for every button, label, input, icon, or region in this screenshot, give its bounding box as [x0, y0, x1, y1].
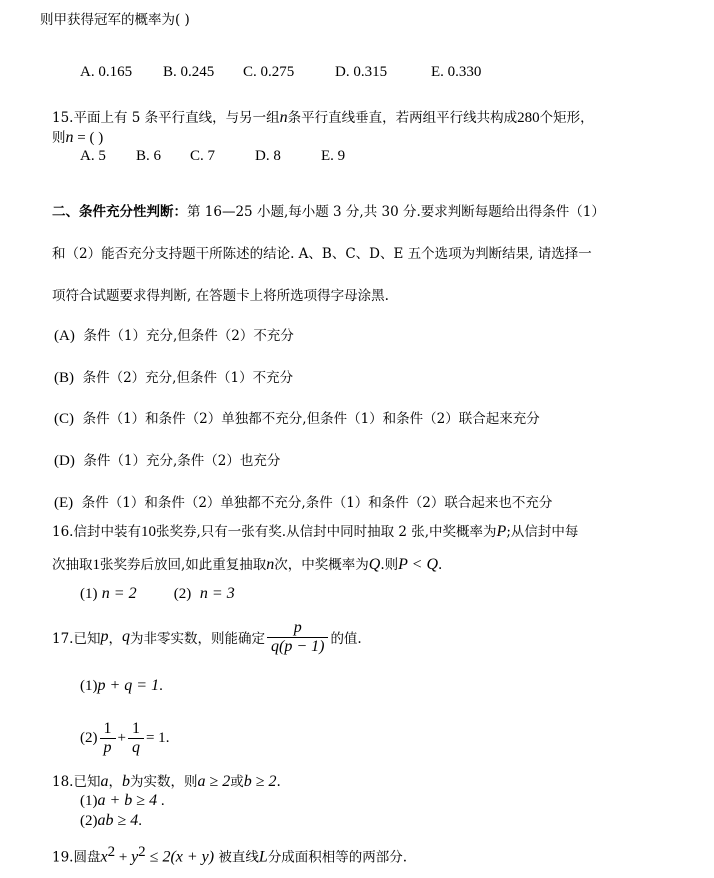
question-15-line1 [52, 106, 594, 127]
condition-label: (2) [80, 729, 98, 746]
var-L: L [258, 848, 268, 866]
option-b: B. 0.245 [163, 64, 215, 80]
fraction-numerator: p [267, 619, 328, 638]
question-17-condition-2 [80, 716, 169, 760]
choice-d [54, 449, 280, 470]
var-a: a [100, 773, 109, 790]
question-16-line1 [52, 520, 578, 541]
choice-label: (A) [54, 328, 75, 344]
text: 18.已知 [52, 774, 101, 790]
section-heading: 二、条件充分性判断： [52, 204, 187, 220]
text: 次抽取 [52, 557, 93, 573]
number: 280 [517, 110, 540, 126]
option-c: C. 0.275 [243, 64, 295, 80]
option-d: D. 8 [255, 148, 281, 164]
choice-e [54, 491, 552, 512]
condition-label: (1) [80, 586, 98, 602]
text: 或 [230, 774, 244, 790]
question-18-stem [52, 770, 281, 791]
choice-text: 条件（2）充分,但条件（1）不充分 [82, 370, 294, 386]
var-y: y [131, 848, 139, 866]
text: 个矩形， [539, 110, 594, 126]
choice-b [54, 366, 293, 387]
fraction-denominator: q [131, 738, 140, 756]
var-b: b [121, 773, 130, 790]
text: 则 [52, 130, 66, 146]
condition-1-expr: p + q = 1 [97, 677, 160, 694]
text: . [159, 678, 163, 694]
choice-text: 条件（1）和条件（2）单独都不充分,但条件（1）和条件（2）联合起来充分 [82, 411, 540, 427]
text: . [165, 729, 170, 746]
condition-label: (1) [80, 678, 98, 694]
question-17-stem [52, 614, 362, 660]
choice-text: 条件（1）充分,条件（2）也充分 [83, 453, 281, 469]
inequality: P < Q [398, 556, 438, 573]
text: 张奖券,只有一张有奖.从信封中同时抽取 2 张,中奖概率为 [155, 524, 497, 540]
text: . [138, 813, 143, 829]
question-15-line2 [52, 126, 103, 147]
var-q: q [121, 628, 130, 645]
var-x: x [100, 848, 108, 866]
option-b: B. 6 [136, 148, 162, 164]
choice-text: 条件（1）和条件（2）单独都不充分,条件（1）和条件（2）联合起来也不充分 [81, 495, 553, 511]
var-n: n [65, 129, 74, 146]
condition-2-expr: ab ≥ 4 [97, 812, 139, 829]
section-2-intro-line2: 和（2）能否充分支持题干所陈述的结论. A、B、C、D、E 五个选项为判断结果, 请选择一 [52, 246, 592, 262]
question-14-stem: 则甲获得冠军的概率为( ) [40, 12, 190, 28]
plus-sign: + [117, 729, 126, 746]
text: ， [108, 631, 122, 647]
number: 10 [140, 524, 156, 540]
text: 分成面积相等的两部分. [267, 849, 408, 866]
question-18-condition-1 [80, 792, 165, 810]
option-a: A. 5 [80, 148, 106, 164]
text: 19.圆盘 [52, 849, 101, 866]
text: 16.信封中装有 [52, 524, 141, 540]
text: ;从信封中每 [506, 524, 579, 540]
question-16-conditions [80, 585, 235, 603]
text: . [438, 557, 443, 573]
exponent: 2 [107, 844, 116, 860]
var-n: n [266, 556, 275, 573]
fraction-denominator: q(p − 1) [270, 637, 325, 655]
condition-1-expr: n = 2 [101, 585, 137, 602]
fraction-p-over-q [267, 619, 328, 656]
choice-label: (D) [54, 453, 75, 469]
question-16-line2 [52, 553, 442, 574]
section-2-intro-line1 [52, 200, 605, 220]
plus-sign: + [115, 849, 132, 866]
question-19-stem [52, 844, 407, 867]
text: 第 16—25 小题,每小题 3 分,共 30 分.要求判断每题给出得条件（1） [187, 204, 605, 220]
text: 为实数，则 [129, 774, 198, 790]
text: 被直线 [218, 849, 259, 866]
text: 次，中奖概率为 [274, 557, 369, 573]
text: .则 [380, 557, 399, 573]
condition-1-expr: a + b ≥ 4 [97, 792, 158, 809]
text: 为非零实数，则能确定 [129, 631, 265, 647]
text: 条平行直线垂直，若两组平行线共构成 [287, 110, 518, 126]
option-a: A. 0.165 [80, 64, 133, 80]
expr-b-ge-2: b ≥ 2 [243, 773, 277, 790]
option-c: C. 7 [190, 148, 216, 164]
text: 张奖券后放回,如此重复抽取 [100, 557, 267, 573]
question-14-options [80, 64, 481, 81]
var-q: Q [368, 556, 381, 573]
choice-text: 条件（1）充分,但条件（2）不充分 [83, 328, 294, 344]
fraction-1-over-p [100, 720, 116, 757]
option-e: E. 0.330 [431, 64, 482, 80]
choice-label: (C) [54, 411, 74, 427]
choice-label: (E) [54, 495, 74, 511]
text: 15.平面上有 5 条平行直线，与另一组 [52, 110, 280, 126]
expr-a-ge-2: a ≥ 2 [197, 773, 231, 790]
choice-a [54, 324, 294, 345]
fraction-denominator: p [103, 738, 112, 756]
fraction-numerator: 1 [100, 720, 116, 739]
var-p: P [496, 523, 507, 540]
equals-one: = 1 [145, 729, 166, 746]
blank: = ( ) [73, 130, 104, 146]
condition-2-expr: n = 3 [199, 585, 235, 602]
text: . [276, 774, 281, 790]
fraction-1-over-q [128, 720, 144, 757]
fraction-numerator: 1 [128, 720, 144, 739]
choice-label: (B) [54, 370, 74, 386]
question-18-condition-2 [80, 812, 142, 830]
condition-label: (1) [80, 793, 98, 809]
text: ， [108, 774, 122, 790]
inequality-rhs: ≤ 2(x + y) [145, 848, 215, 866]
condition-label: (2) [173, 586, 192, 602]
section-2-intro-line3: 项符合试题要求得判断, 在答题卡上将所选项得字母涂黑. [52, 288, 389, 304]
exponent: 2 [138, 844, 146, 860]
number: 1 [92, 557, 100, 573]
question-17-condition-1 [80, 677, 163, 695]
option-d: D. 0.315 [335, 64, 388, 80]
option-e: E. 9 [321, 148, 346, 164]
var-n: n [279, 109, 288, 126]
text: 的值. [330, 631, 362, 647]
choice-c [54, 407, 540, 428]
text: 17.已知 [52, 631, 101, 647]
question-15-options [80, 148, 345, 165]
condition-label: (2) [80, 813, 98, 829]
text: . [157, 793, 165, 809]
var-p: p [100, 628, 109, 645]
